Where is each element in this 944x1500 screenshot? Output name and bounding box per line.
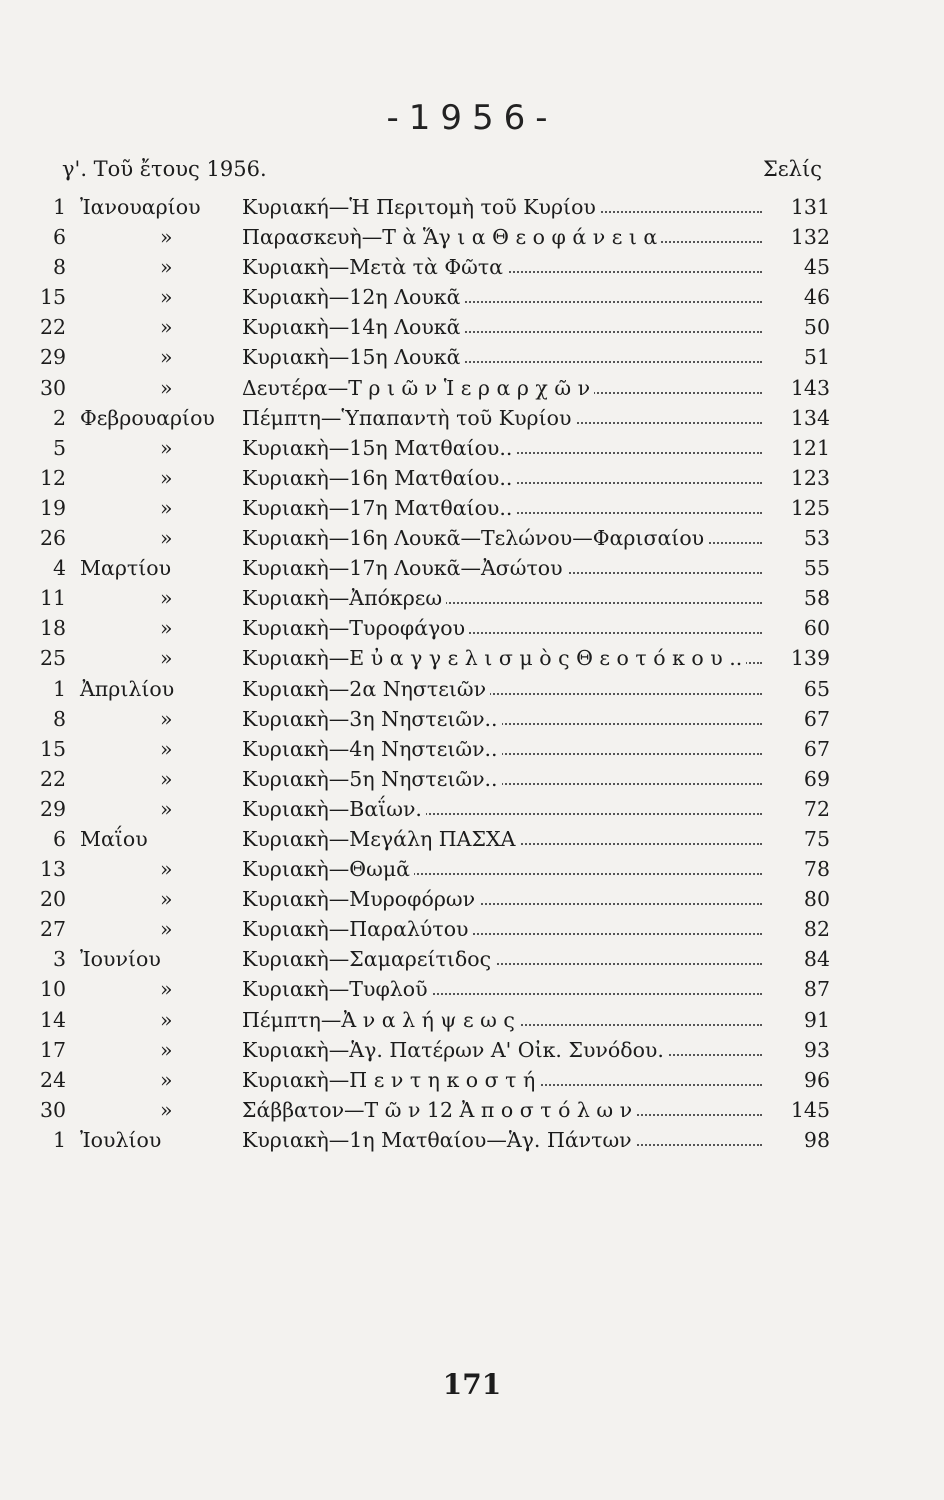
entry-month: » [160, 526, 173, 551]
entry-description-text: Κυριακὴ—Παραλύτου [242, 917, 473, 941]
entry-month: » [160, 1097, 173, 1122]
entry-description-text: Κυριακὴ—17η Ματθαίου.. [242, 496, 516, 520]
list-item [40, 222, 830, 252]
entry-day: 24 [40, 1067, 67, 1092]
entry-day: 22 [40, 315, 67, 340]
entry-description [242, 553, 762, 583]
entry-day: 12 [40, 465, 67, 490]
entry-page-number: 87 [803, 977, 830, 1002]
list-item [40, 312, 830, 342]
entry-description-text: Κυριακὴ—Μυροφόρων [242, 887, 479, 911]
entry-month: » [160, 1007, 173, 1032]
entry-day: 4 [52, 556, 66, 581]
entry-page-number: 131 [790, 195, 830, 219]
list-item [40, 553, 830, 583]
page-number: 171 [442, 1368, 502, 1401]
list-item [40, 613, 830, 643]
entry-month: Ἰανουαρίου [80, 195, 201, 219]
entry-page-number: 55 [803, 556, 830, 581]
entry-page-number: 50 [803, 315, 830, 340]
entry-description-text: Κυριακὴ—Μεγάλη ΠΑΣΧΑ [242, 827, 519, 851]
entry-description-text: Κυριακὴ—Ε ὐ α γ γ ε λ ι σ μ ὸ ς Θ ε ο τ ό κ ο υ .. [242, 646, 746, 670]
list-item [40, 583, 830, 613]
list-item [40, 192, 830, 222]
entry-page-number: 45 [803, 255, 830, 280]
entry-month: » [160, 285, 173, 310]
list-item [40, 1095, 830, 1125]
entry-day: 1 [52, 676, 66, 701]
entry-page-number: 134 [790, 405, 830, 430]
entry-description-text: Παρασκευὴ—Τ ὰ Ἅγ ι α Θ ε ο φ ά ν ε ι α [242, 225, 661, 249]
list-item [40, 944, 830, 974]
entry-month: Ἰουλίου [80, 1127, 162, 1152]
entry-description-text: Κυριακὴ—12η Λουκᾶ [242, 285, 464, 309]
entry-description [242, 373, 762, 403]
entry-description [242, 433, 762, 463]
entry-description [242, 493, 762, 523]
list-item [40, 523, 830, 553]
list-item [40, 764, 830, 794]
entry-page-number: 46 [803, 285, 830, 310]
entry-description-text: Κυριακὴ—4η Νηστειῶν.. [242, 737, 502, 761]
entry-page-number: 145 [790, 1097, 830, 1122]
entry-description-text: Κυριακὴ—Βαΐων. [242, 797, 426, 821]
entry-day: 5 [52, 435, 66, 460]
entry-description [242, 312, 762, 342]
entry-month: » [160, 646, 173, 671]
entry-description [242, 884, 762, 914]
entry-month: Φεβρουαρίου [80, 405, 215, 430]
entry-day: 26 [40, 526, 67, 551]
entry-description-text: Κυριακὴ—16η Λουκᾶ—Τελώνου—Φαρισαίου [242, 526, 708, 550]
entry-page-number: 65 [803, 676, 830, 701]
list-item [40, 794, 830, 824]
list-item [40, 824, 830, 854]
entry-day: 19 [40, 495, 67, 520]
entry-month: » [160, 495, 173, 520]
entry-description-text: Κυριακὴ—3η Νηστειῶν.. [242, 707, 502, 731]
entry-description [242, 794, 762, 824]
entry-page-number: 125 [790, 495, 830, 520]
list-item [40, 433, 830, 463]
entry-page-number: 72 [803, 796, 830, 821]
entry-month: » [160, 1037, 173, 1062]
entry-description [242, 764, 762, 794]
entry-day: 1 [52, 195, 66, 219]
page-column-heading: Σελίς [762, 157, 822, 181]
entry-month: » [160, 796, 173, 821]
entry-description [242, 282, 762, 312]
entry-day: 15 [40, 736, 67, 761]
entry-description [242, 643, 762, 673]
entry-description-text: Σάββατον—Τ ῶ ν 12 Ἀ π ο σ τ ό λ ω ν [242, 1098, 636, 1122]
entry-month: » [160, 917, 173, 942]
entry-description-text: Κυριακὴ—2α Νηστειῶν [242, 677, 490, 701]
entry-page-number: 67 [803, 736, 830, 761]
entry-day: 27 [40, 917, 67, 942]
entry-page-number: 80 [803, 887, 830, 912]
entry-page-number: 67 [803, 706, 830, 731]
entry-description [242, 914, 762, 944]
entry-page-number: 96 [803, 1067, 830, 1092]
entry-page-number: 60 [803, 616, 830, 641]
entry-description [242, 192, 762, 222]
entry-description [242, 342, 762, 372]
entry-month: » [160, 736, 173, 761]
entry-description-text: Κυριακὴ—Μετὰ τὰ Φῶτα [242, 255, 507, 279]
list-item [40, 643, 830, 673]
entry-description-text: Πέμπτη—Ὑπαπαντὴ τοῦ Κυρίου [242, 406, 575, 430]
entry-page-number: 132 [790, 225, 830, 250]
list-item [40, 403, 830, 433]
list-item [40, 734, 830, 764]
entry-description [242, 1035, 762, 1065]
entry-month: » [160, 887, 173, 912]
entry-description-text: Κυριακὴ—Τυφλοῦ [242, 977, 432, 1001]
entry-month: » [160, 375, 173, 400]
list-item [40, 1125, 830, 1155]
entry-description [242, 674, 762, 704]
entry-description [242, 944, 762, 974]
entry-month: » [160, 315, 173, 340]
entry-page-number: 139 [790, 646, 830, 671]
entry-day: 10 [40, 977, 67, 1002]
entry-description [242, 1065, 762, 1095]
entry-page-number: 93 [803, 1037, 830, 1062]
entry-description [242, 613, 762, 643]
index-list [40, 192, 830, 1155]
entry-day: 14 [40, 1007, 67, 1032]
entry-day: 2 [52, 405, 66, 430]
entry-day: 20 [40, 887, 67, 912]
entry-day: 8 [52, 255, 66, 280]
entry-month: Μαΐου [80, 826, 148, 851]
entry-month: » [160, 857, 173, 882]
section-heading [62, 154, 822, 184]
list-item [40, 884, 830, 914]
entry-page-number: 84 [803, 947, 830, 972]
entry-description-text: Κυριακὴ—Π ε ν τ η κ ο σ τ ή [242, 1068, 539, 1092]
entry-month: Ἀπριλίου [80, 676, 175, 701]
entry-month: » [160, 465, 173, 490]
entry-day: 13 [40, 857, 67, 882]
entry-page-number: 121 [790, 435, 830, 460]
entry-day: 22 [40, 766, 67, 791]
entry-month: Ἰουνίου [80, 947, 161, 972]
list-item [40, 704, 830, 734]
entry-day: 1 [52, 1127, 66, 1152]
entry-description-text: Κυριακὴ—Ἀπόκρεω [242, 586, 446, 610]
entry-description-text: Κυριακὴ—5η Νηστειῶν.. [242, 767, 502, 791]
list-item [40, 1065, 830, 1095]
entry-description [242, 463, 762, 493]
list-item [40, 674, 830, 704]
section-heading-label: γ'. Τοῦ ἔτους 1956. [62, 157, 267, 181]
entry-description [242, 854, 762, 884]
entry-description-text: Κυριακὴ—14η Λουκᾶ [242, 315, 464, 339]
entry-month: » [160, 706, 173, 731]
list-item [40, 914, 830, 944]
entry-description-text: Κυριακὴ—15η Ματθαίου.. [242, 436, 516, 460]
list-item [40, 282, 830, 312]
entry-description [242, 704, 762, 734]
list-item [40, 1005, 830, 1035]
entry-description-text: Κυριακὴ—Σαμαρείτιδος [242, 947, 495, 971]
entry-page-number: 51 [803, 345, 830, 370]
list-item [40, 252, 830, 282]
entry-day: 30 [40, 375, 67, 400]
entry-description [242, 222, 762, 252]
entry-description [242, 523, 762, 553]
entry-day: 3 [52, 947, 66, 972]
entry-page-number: 82 [803, 917, 830, 942]
entry-description-text: Κυριακὴ—15η Λουκᾶ [242, 345, 464, 369]
entry-description [242, 583, 762, 613]
entry-page-number: 53 [803, 526, 830, 551]
entry-description-text: Κυριακὴ—17η Λουκᾶ—Ἀσώτου [242, 556, 567, 580]
entry-month: » [160, 255, 173, 280]
entry-month: » [160, 586, 173, 611]
list-item [40, 463, 830, 493]
entry-description-text: Κυριακὴ—Ἁγ. Πατέρων Α' Οἰκ. Συνόδου. [242, 1038, 668, 1062]
entry-page-number: 75 [803, 826, 830, 851]
entry-month: » [160, 435, 173, 460]
entry-day: 30 [40, 1097, 67, 1122]
entry-page-number: 91 [803, 1007, 830, 1032]
list-item [40, 373, 830, 403]
entry-description-text: Κυριακὴ—1η Ματθαίου—Ἁγ. Πάντων [242, 1128, 636, 1152]
entry-page-number: 98 [803, 1127, 830, 1152]
list-item [40, 854, 830, 884]
entry-description-text: Κυριακὴ—Θωμᾶ [242, 857, 414, 881]
entry-day: 8 [52, 706, 66, 731]
page-title: -1956- [386, 98, 558, 138]
entry-day: 29 [40, 796, 67, 821]
list-item [40, 974, 830, 1004]
entry-description [242, 1125, 762, 1155]
entry-description [242, 252, 762, 282]
entry-description-text: Κυριακὴ—Τυροφάγου [242, 616, 469, 640]
entry-description [242, 974, 762, 1004]
entry-day: 6 [52, 225, 66, 250]
entry-day: 25 [40, 646, 67, 671]
entry-day: 29 [40, 345, 67, 370]
entry-day: 17 [40, 1037, 67, 1062]
list-item [40, 493, 830, 523]
list-item [40, 1035, 830, 1065]
entry-month: » [160, 225, 173, 250]
entry-description [242, 1005, 762, 1035]
entry-description [242, 824, 762, 854]
entry-description [242, 734, 762, 764]
entry-description [242, 403, 762, 433]
entry-day: 6 [52, 826, 66, 851]
entry-description-text: Δευτέρα—Τ ρ ι ῶ ν Ἱ ε ρ α ρ χ ῶ ν [242, 376, 594, 400]
entry-month: » [160, 1067, 173, 1092]
entry-page-number: 58 [803, 586, 830, 611]
entry-day: 15 [40, 285, 67, 310]
entry-month: » [160, 977, 173, 1002]
entry-day: 18 [40, 616, 67, 641]
entry-description-text: Κυριακὴ—16η Ματθαίου.. [242, 466, 516, 490]
entry-page-number: 123 [790, 465, 830, 490]
entry-day: 11 [40, 586, 67, 611]
entry-month: » [160, 766, 173, 791]
entry-description-text: Πέμπτη—Ἀ ν α λ ή ψ ε ω ς [242, 1008, 519, 1032]
entry-month: » [160, 345, 173, 370]
entry-description-text: Κυριακή—Ἡ Περιτομὴ τοῦ Κυρίου [242, 195, 600, 219]
entry-month: » [160, 616, 173, 641]
entry-page-number: 69 [803, 766, 830, 791]
list-item [40, 342, 830, 372]
entry-page-number: 78 [803, 857, 830, 882]
entry-description [242, 1095, 762, 1125]
entry-page-number: 143 [790, 375, 830, 400]
entry-month: Μαρτίου [80, 556, 172, 581]
